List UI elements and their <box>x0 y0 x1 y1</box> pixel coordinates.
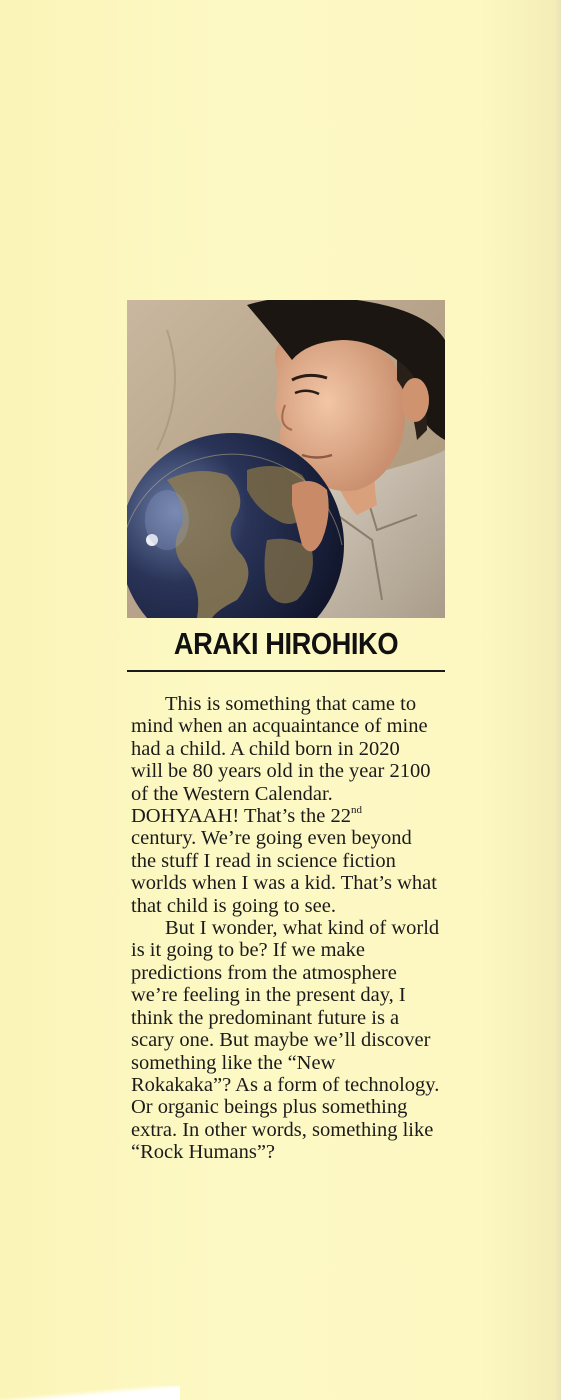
author-photo <box>127 300 445 618</box>
text-line: had a child. A child born in 2020 <box>131 737 400 760</box>
text-line: But I wonder, what kind of world <box>165 917 440 940</box>
text-line: of the Western Calendar. <box>131 782 333 805</box>
text-line: worlds when I was a kid. That’s what <box>131 872 437 895</box>
page-corner-curl <box>0 1386 180 1400</box>
text-line: mind when an acquaintance of mine <box>131 715 428 738</box>
text-line: Rokakaka”? As a form of technology. <box>131 1073 440 1096</box>
text-line: extra. In other words, something like <box>131 1118 434 1141</box>
text-line: “Rock Humans”? <box>131 1141 276 1164</box>
text-fragment: DOHYAAH! That’s the 22 <box>131 805 351 828</box>
author-name: ARAKI HIROHIKO <box>173 626 399 661</box>
ordinal-superscript: nd <box>350 804 362 817</box>
text-line: This is something that came to <box>165 693 417 715</box>
text-line: scary one. But maybe we’ll discover <box>131 1029 431 1052</box>
text-line: the stuff I read in science fiction <box>131 849 396 872</box>
text-line-with-superscript <box>131 805 461 827</box>
text-line: Or organic beings plus something <box>131 1096 408 1119</box>
text-line: we’re feeling in the present day, I <box>131 984 406 1007</box>
text-line: that child is going to see. <box>131 894 336 917</box>
text-line: predictions from the atmosphere <box>131 961 397 984</box>
text-line: something like the “New <box>131 1051 336 1074</box>
text-line: century. We’re going even beyond <box>131 827 412 850</box>
name-underline <box>127 670 445 672</box>
page-edge-shadow <box>555 0 561 1400</box>
text-line: think the predominant future is a <box>131 1006 400 1029</box>
text-line: will be 80 years old in the year 2100 <box>131 760 431 783</box>
essay-text <box>131 693 461 1164</box>
text-line: is it going to be? If we make <box>131 939 365 962</box>
